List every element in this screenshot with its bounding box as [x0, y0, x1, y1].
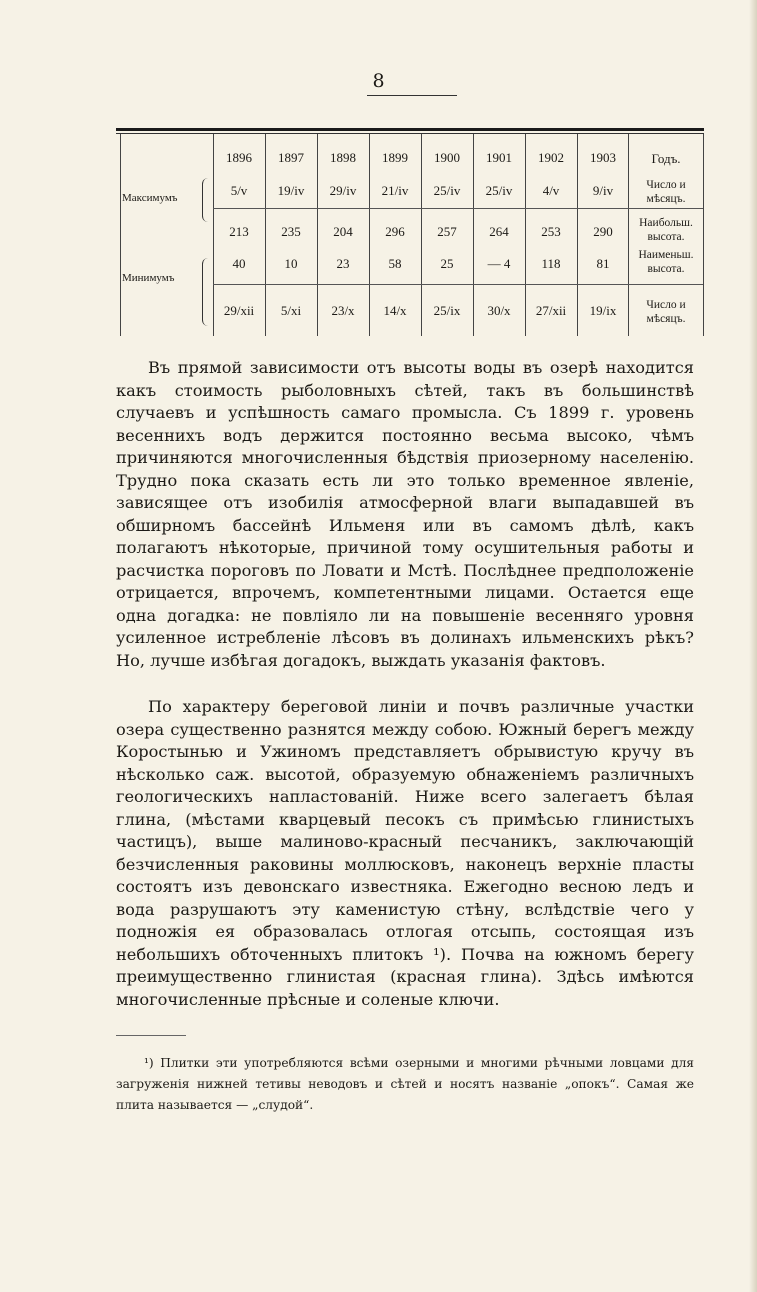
year-label: Годъ.: [651, 151, 681, 166]
year-cell: 1899: [382, 150, 408, 165]
year-cell: 1902: [538, 150, 564, 165]
footnote-rule: [116, 1035, 186, 1036]
year-cell: 1896: [226, 150, 252, 165]
min-date-cell: 30/x: [487, 303, 511, 318]
max-dates-label: Число и мѣсяцъ.: [646, 179, 686, 205]
year-cell: 1898: [330, 150, 356, 165]
max-date-cell: 19/iv: [277, 183, 305, 198]
max-date-cell: 4/v: [542, 183, 560, 198]
year-cell: 1900: [434, 150, 460, 165]
min-date-cell: 14/x: [383, 303, 407, 318]
max-brace: [202, 178, 209, 222]
table-row-divider: [213, 208, 703, 209]
paragraph-shoreline: По характеру береговой линіи и почвъ различные участки озера существенно разнятся между собою. Южный берегъ между Коростынью и Ужиномъ представляетъ обрывистую кручу въ нѣсколько саж. высотой, образуемую обнаженіемъ различныхъ геологическихъ напластованій. Ниже всего залегаетъ бѣлая глина, (мѣстами кварцевый песокъ съ примѣсью глинистыхъ частицъ), выше малиново-красный песчаникъ, заключающій безчисленныя раковины моллюсковъ, наконецъ верхніе пласты состоятъ изъ девонскаго известняка. Ежегодно весною ледъ и вода разрушаютъ эту каменистую стѣну, вслѣдствіе чего у подножія ея образовалась отлогая отсыпь, состоящая изъ небольшихъ обточенныхъ плитокъ ¹). Почва на южномъ берегу преимущественно глинистая (красная глина). Здѣсь имѣются многочисленные прѣсные и соленые ключи.: [116, 697, 694, 1009]
min-height-cell: 40: [232, 256, 246, 271]
min-heights-label: Наименьш. высота.: [638, 249, 694, 275]
page-number: 8: [372, 70, 385, 92]
footnote-text: Плитки эти употребляются всѣми озерными и многими рѣчными ловцами для загруженія нижней тетивы неводовъ и сѣтей и носятъ названіе „опокъ“. Самая же плита называется — „слудой“.: [116, 1056, 695, 1112]
year-cell: 1897: [278, 150, 304, 165]
min-height-cell: 58: [388, 256, 402, 271]
table-top-rule-thin: [116, 133, 704, 134]
max-date-cell: 25/iv: [433, 183, 461, 198]
page-edge-shadow: [749, 0, 757, 1292]
min-dates-label: Число и мѣсяцъ.: [646, 299, 686, 325]
max-height-cell: 296: [385, 224, 405, 239]
year-cell: 1903: [590, 150, 616, 165]
min-height-cell: 81: [596, 256, 610, 271]
min-height-cell: 25: [440, 256, 454, 271]
max-height-cell: 235: [281, 224, 301, 239]
max-date-cell: 29/iv: [329, 183, 357, 198]
min-height-cell: — 4: [487, 256, 511, 271]
max-height-cell: 213: [229, 224, 249, 239]
min-height-cell: 118: [541, 256, 561, 271]
max-height-cell: 264: [489, 224, 509, 239]
max-date-cell: 21/iv: [381, 183, 409, 198]
water-level-table: [116, 128, 704, 336]
min-height-cell: 10: [284, 256, 298, 271]
min-date-cell: 29/xii: [223, 303, 255, 318]
table-row-divider: [213, 284, 703, 285]
table-top-rule: [116, 128, 704, 131]
footnote: [116, 1053, 694, 1116]
table-left-border: [120, 134, 121, 336]
max-height-cell: 290: [593, 224, 613, 239]
max-height-cell: 253: [541, 224, 561, 239]
min-date-cell: 25/ix: [433, 303, 461, 318]
min-row-label: Минимумъ: [122, 272, 175, 284]
min-date-cell: 5/xi: [280, 303, 302, 318]
max-height-cell: 204: [333, 224, 353, 239]
max-date-cell: 25/iv: [485, 183, 513, 198]
min-height-cell: 23: [336, 256, 350, 271]
max-date-cell: 5/v: [230, 183, 248, 198]
max-heights-label: Наибольш. высота.: [639, 217, 693, 243]
max-row-label: Максимумъ: [122, 192, 178, 204]
max-date-cell: 9/iv: [592, 183, 614, 198]
paragraph-water-level: Въ прямой зависимости отъ высоты воды въ озерѣ находится какъ стоимость рыболовныхъ сѣтей, такъ въ большинствѣ случаевъ и успѣшность самаго промысла. Съ 1899 г. уровень весеннихъ водъ держится постоянно весьма высоко, чѣмъ причиняются многочисленныя бѣдствія приозерному населенію. Трудно пока сказать есть ли это только временное явленіе, зависящее отъ изобилія атмосферной влаги выпадавшей въ обширномъ бассейнѣ Ильменя или въ самомъ дѣлѣ, какъ полагаютъ нѣкоторые, причиной тому осушительныя работы и расчистка пороговъ по Ловати и Мстѣ. Послѣднее предположеніе отрицается, впрочемъ, компетентными лицами. Остается еще одна догадка: не повліяло ли на повышеніе весенняго уровня усиленное истребленіе лѣсовъ въ долинахъ ильменскихъ рѣкъ? Но, лучше избѣгая догадокъ, выждать указанія фактовъ.: [116, 358, 694, 670]
min-date-cell: 23/x: [331, 303, 355, 318]
min-date-cell: 19/ix: [589, 303, 617, 318]
page-number-rule: [367, 95, 457, 96]
footnote-mark: ¹): [144, 1056, 154, 1070]
max-height-cell: 257: [437, 224, 457, 239]
min-brace: [202, 258, 209, 326]
min-date-cell: 27/xii: [535, 303, 567, 318]
year-cell: 1901: [486, 150, 512, 165]
